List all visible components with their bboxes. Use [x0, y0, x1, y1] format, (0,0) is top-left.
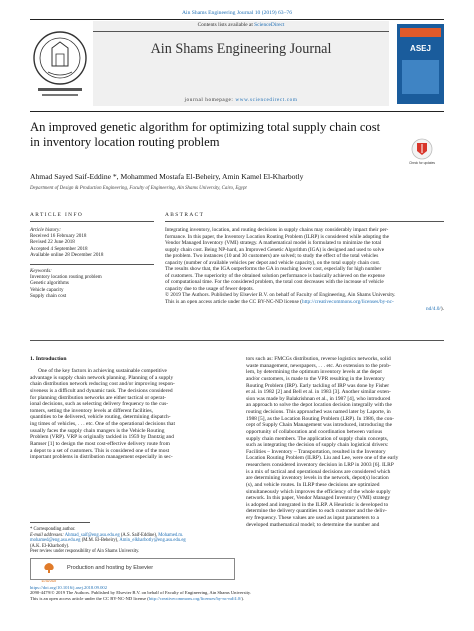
intro-column-2 [246, 356, 444, 528]
intro-line: (s), and vehicle routes. In ILRP these decisions are optimized [246, 481, 380, 488]
intro-line: ional decisions, such as selecting delivery frequency to the cus- [30, 401, 169, 408]
abstract-line: Integrating inventory, location, and routing decisions in supply chains may considerably impact their per- [165, 227, 389, 233]
intro-line: routing decisions. This approached was named later by Laporte, in [246, 409, 391, 415]
abstract-body [165, 227, 444, 312]
badge-text: Check for updates [409, 161, 435, 165]
abstract-heading: ABSTRACT [165, 212, 205, 218]
tree-icon [41, 562, 57, 574]
intro-line: researchers considered inventory decision in LRP in 2003 [6]. ILRP [246, 462, 394, 468]
header-bottom-rule [30, 111, 444, 112]
history-revised: Revised 22 June 2018 [30, 239, 75, 246]
license-link[interactable]: http://creativecommons.org/licenses/by-nc- [301, 299, 394, 306]
keywords-label: Keywords: [30, 268, 52, 274]
intro-line: cept of Supply Chain Management was introduced, introducing the [246, 422, 393, 429]
email-link[interactable]: mohamed@eng.asu.edu.eg [30, 538, 81, 544]
abstract-line: Vendor Managed Inventory (VMI) strategy. A mathematical model is formulated to minimize the total [165, 240, 382, 247]
abstract-line: supply chain cost. Being NP-hard, an Improved Genetic Algorithm (IGA) is designed and used to solve [165, 246, 385, 253]
email-owner: (A.K. El-Kharbotly). [30, 543, 70, 549]
footer-license-link[interactable]: http://creativecommons.org/licenses/by-nc-nd/4.0/ [148, 595, 242, 601]
license-suffix: ). [440, 305, 444, 312]
footer-copyright: 2090-4479/© 2019 The Authors. Published by Elsevier B.V. on behalf of Faculty of Engineering, Ain Shams University. [30, 590, 252, 596]
title-line-1: An improved genetic algorithm for optimizing total supply chain cost [30, 120, 381, 134]
history-received: Received 16 February 2018 [30, 233, 87, 240]
homepage-prefix: journal homepage: [184, 97, 236, 103]
sciencedirect-link[interactable]: ScienceDirect [254, 22, 285, 28]
intro-column-1 [30, 368, 233, 461]
license-line-end [165, 306, 444, 313]
intro-line: an approach to solve the depot location decision integrally with the [246, 402, 392, 409]
university-logo [30, 24, 90, 104]
intro-line: tors such as: FMCGs distribution, reverse logistics networks, solid [246, 356, 391, 362]
cover-label: ASEJ [410, 44, 431, 53]
top-rule [30, 19, 444, 20]
keyword-item: Inventory location routing problem [30, 274, 102, 281]
email-owner: (M.M. El-Beheiry), [81, 538, 119, 544]
intro-line: Routing Problem (IRP). Early tackling of IRP was done by Fisher [246, 382, 390, 389]
abstract-line: The results show that, the IGA outperforms the GA in reaching lower cost, especially for high number [165, 266, 382, 273]
intro-line: Location Routing Problem (ILRP). Liu and Lee, were one of the early [246, 455, 399, 462]
license-link-end[interactable]: nd/4.0/ [426, 305, 441, 312]
keywords [30, 268, 154, 299]
footer-license-suffix: ). [241, 595, 245, 601]
introduction-heading: 1. Introduction [30, 356, 67, 362]
check-for-updates-icon[interactable] [407, 137, 437, 169]
intro-line: is adopted and integrated in the ILRP. A Heuristic is developed to [246, 501, 389, 508]
abstract-line: capacity (number of available vehicles per depot and vehicle capacity), on the total supply chain cost. [165, 259, 381, 266]
production-text: Production and hosting by Elsevier [67, 565, 154, 571]
intro-line: waste management, newspapers, . . . etc. An extension to the prob- [246, 362, 391, 369]
journal-citation[interactable]: Ain Shams Engineering Journal 10 (2019) 63–76 [182, 10, 292, 16]
article-title [30, 120, 410, 149]
footnotes [30, 527, 233, 555]
article-history [30, 227, 154, 258]
email-link[interactable]: Mohamed.m. [158, 532, 184, 538]
peer-review-note: Peer review under responsibility of Ain Shams University. [30, 549, 140, 555]
intro-line: lem, by determining the optimum inventory levels at the depot [246, 369, 382, 376]
intro-line: One of the key factors in achieving sustainable competitive [38, 368, 167, 374]
license-prefix: This is an open access article under the CC BY-NC-ND license ( [165, 299, 302, 306]
abstract-line: of computational time. For the considered problem, the total cost decreases with the increase of vehicle [165, 279, 384, 286]
copyright-line: © 2019 The Authors. Published by Elsevier B.V. on behalf of Faculty of Engineering, Ain Shams University. [165, 292, 396, 299]
intro-line: chain distribution network reducing cost and/or improving respon- [30, 381, 175, 388]
production-box [30, 558, 235, 583]
footer-license [30, 596, 444, 601]
intro-line: supply chain members. The application of supply chain concepts, [246, 435, 389, 442]
intro-line: Ramser [1] to design the most cost-effective delivery route from [30, 440, 170, 447]
journal-homepage [93, 97, 389, 103]
intro-line: simultaneously which improves the efficiency of the whole supply [246, 488, 391, 495]
history-available: Available online 28 December 2018 [30, 251, 104, 258]
intro-line: sion was made by Balakrishnan et al., in 1987 [4], who introduced [246, 395, 391, 402]
intro-line: Facilities – Inventory – Transportation, resulted in the Inventory [246, 448, 386, 455]
intro-line: for planning distribution networks are either tactical or operat- [30, 394, 166, 401]
keyword-item: Genetic algorithms [30, 280, 69, 287]
intro-line: siveness is a difficult and dynamic task. The decisions considered [30, 387, 173, 394]
doi-link[interactable]: https://doi.org/10.1016/j.asej.2018.09.002 [30, 585, 107, 590]
history-label: Article history: [30, 227, 61, 233]
keywords-rule [30, 264, 154, 265]
intro-line: ing times of vehicles, . . . etc. One of the operational decisions that [30, 421, 175, 427]
intro-line: Problem (VRP). VRP is originally tackled in 1959 by Dantzig and [30, 434, 174, 441]
journal-cover-image [397, 24, 444, 104]
email-link[interactable]: Amin_elkharbotly@eng.asu.edu.eg [119, 538, 186, 544]
footnote-rule [30, 522, 90, 523]
article-info-rule [30, 221, 154, 222]
intro-line: opportunity of collaboration and coordination between various [246, 428, 383, 435]
footer-license-prefix: This is an open access article under the CC BY-NC-ND license ( [30, 595, 149, 601]
email-owner: (A.S. Saif-Eddine), [120, 532, 158, 538]
body-separator [30, 340, 444, 341]
history-accepted: Accepted 4 September 2018 [30, 245, 88, 252]
keyword-item: Supply chain cost [30, 292, 67, 299]
journal-header-box [93, 21, 389, 106]
article-info-heading: ARTICLE INFO [30, 212, 84, 218]
abstract-rule [165, 221, 444, 222]
contents-line [93, 22, 389, 28]
publisher-logo-text: ELSEVIER [41, 579, 57, 583]
intro-line: advantage is supply chain network planning. Planning of a supply [30, 374, 174, 381]
abstract-line: capacity due to the usage of fewer depots. [165, 285, 254, 292]
corresponding-author-note: * Corresponding author. [30, 527, 76, 532]
intro-line: a depot to a set of customers. This is considered one of the most [30, 447, 170, 454]
intro-line: 1988 [5], as the Location Routing Problem (LRP). In 1986, the con- [246, 415, 394, 422]
homepage-link[interactable]: www.sciencedirect.com [235, 97, 298, 103]
header-divider [93, 31, 389, 32]
contents-prefix: Contents lists available at [197, 22, 255, 28]
intro-line: and/or customers, is made to the VPR resulting in the Inventory [246, 375, 385, 382]
abstract-line: formance. In this paper, the Inventory Location Routing Problem (ILRP) is considered while adopting the [165, 233, 389, 240]
page-footer [30, 585, 444, 601]
intro-line: developed mathematical model; to determine the number and [246, 521, 380, 528]
intro-line: determine the delivery quantities to each customer and the deliv- [246, 508, 387, 515]
abstract-line: the problem. Two instances (10 and 30 customers) are solved; to study the effect of the total vehicles [165, 253, 379, 260]
email-label: E-mail addresses: [30, 532, 64, 538]
intro-line: such as integrating the decision of supply chain logistical drivers: [246, 442, 389, 449]
intro-line: important problems in distribution management especially in sec- [30, 454, 173, 461]
elsevier-logo [35, 561, 63, 583]
authors: Ahmad Sayed Saif-Eddine *, Mohammed Mostafa El-Beheiry, Amin Kamel El-Kharbotly [30, 172, 304, 181]
journal-title: Ain Shams Engineering Journal [150, 41, 332, 57]
intro-line: are determining inventory levels in the network, depot(s) location [246, 475, 389, 482]
intro-line: quantities to be delivered, vehicle routing, determining dispatch- [30, 414, 171, 421]
intro-line: tomers, setting the inventory levels at different facilities, [30, 407, 153, 414]
cover-graphic [402, 60, 439, 94]
intro-line: et al. in 1982 [2] and Bell et al. in 1983 [3]. Another similar exten- [246, 389, 391, 396]
affiliation: Department of Design & Production Engineering, Faculty of Engineering, Ain Shams University, Cairo, Egypt [30, 186, 247, 191]
abstract-line: of customers. The superiority of the obtained solution performance is basically achieved on the expense [165, 272, 385, 279]
keyword-item: Vehicle capacity [30, 286, 64, 293]
title-line-2: in inventory location routing problem [30, 134, 220, 149]
email-link[interactable]: Ahmad_saif@eng.asu.edu.eg [64, 532, 120, 538]
intro-line: ery frequency. These values are used as input parameters to a [246, 515, 379, 521]
intro-line: is a mix of tactical and operational decisions are considered which [246, 468, 391, 475]
intro-line: usually faces the supply chain mangers is the Vehicle Routing [30, 427, 165, 434]
intro-line: network. In this paper, Vendor Managed Inventory (VMI) strategy [246, 495, 391, 502]
cover-banner [400, 28, 441, 37]
